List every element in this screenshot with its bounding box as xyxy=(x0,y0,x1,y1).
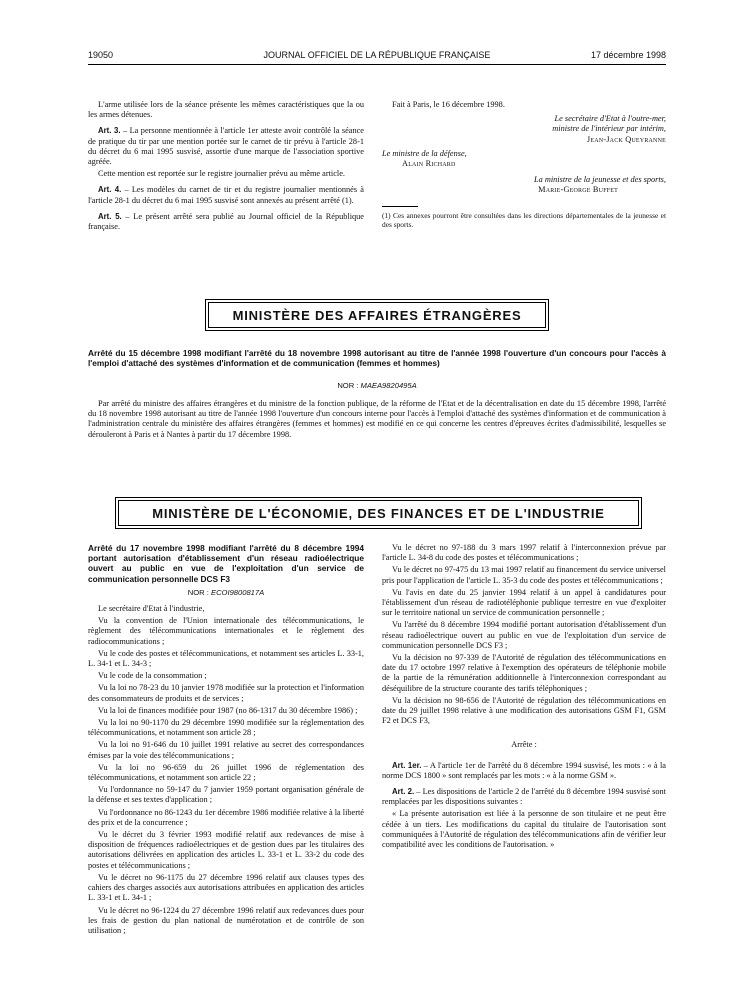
header-rule xyxy=(88,64,666,65)
arrete-word: Arrête : xyxy=(511,740,537,750)
visa-paragraph: Vu le décret no 97-475 du 13 mai 1997 relatif au financement du service universel pris pour l'application de l'article L. 35-3 du code des postes et télécommunications ; xyxy=(382,565,666,585)
article-label: Art. 2. xyxy=(392,787,415,797)
article-text: – La personne mentionnée à l'article 1er atteste avoir contrôlé la séance de pratique du tir par une mention portée sur le carnet de tir prévu à l'article 28-1 du décret du 6 mai 1995 susvisé, assortie d'une marque de l'association sportive agréée. xyxy=(88,126,364,167)
article-label: Art. 5. xyxy=(98,211,122,221)
paragraph: Cette mention est reportée sur le registre journalier prévu au même article. xyxy=(98,169,345,179)
signatures-column xyxy=(382,100,666,229)
ministry-title: MINISTÈRE DES AFFAIRES ÉTRANGÈRES xyxy=(208,302,546,328)
signatory-2-name: Alain Richard xyxy=(402,159,456,169)
signatory-1-subtitle: ministre de l'intérieur par intérim, xyxy=(552,124,666,134)
visa-paragraph: Vu l'avis en date du 25 janvier 1994 relatif à un appel à candidatures pour l'établissement d'un réseau de radiotéléphonie publique terrestre en vue d'exploiter sur le territoire national un service de communication personnelle ; xyxy=(382,587,666,618)
article-text: – Les modèles du carnet de tir et du registre journalier mentionnés à l'article 28-1 du décret du 6 mai 1995 susvisé sont annexés au présent arrêté (1). xyxy=(88,185,364,205)
visa-paragraph: Vu l'ordonnance no 86-1243 du 1er décembre 1986 modifiée relative à la liberté des prix et de la concurrence ; xyxy=(88,807,364,827)
page-header xyxy=(88,50,666,64)
ministry-heading-foreign-affairs xyxy=(205,299,549,331)
footnote: (1) Ces annexes pourront être consultées dans les directions départementales de la jeunesse et des sports. xyxy=(382,210,666,229)
arrete-2-nor xyxy=(88,588,364,598)
article-label: Art. 3. xyxy=(98,126,121,136)
visa-list-left xyxy=(88,604,364,936)
article-text: – Les dispositions de l'article 2 de l'arrêté du 8 décembre 1994 susvisé sont remplacées par les dispositions suivantes : xyxy=(382,787,666,807)
article-5 xyxy=(88,212,364,232)
visa-paragraph: Vu le décret no 97-188 du 3 mars 1997 relatif à l'interconnexion prévue par l'article L. 34-8 du code des postes et télécommunications ; xyxy=(382,543,666,563)
signatory-2-title: Le ministre de la défense, xyxy=(382,148,467,158)
issue-date: 17 décembre 1998 xyxy=(590,50,666,60)
nor-code: ECOI9800817A xyxy=(211,587,265,597)
article-3 xyxy=(88,126,364,167)
article-1 xyxy=(382,761,666,781)
visa-paragraph: Vu le décret no 96-1224 du 27 décembre 1996 relatif aux redevances dues pour les frais de gestion du plan national de numérotation et de contrôle de son utilisation ; xyxy=(88,905,364,935)
visa-paragraph: Vu la loi no 91-646 du 10 juillet 1991 relative au secret des correspondances émises par la voie des télécommunications ; xyxy=(88,740,364,760)
signatory-3-title: La ministre de la jeunesse et des sports, xyxy=(534,175,666,185)
article-4 xyxy=(88,185,364,205)
visa-paragraph: Vu l'arrêté du 8 décembre 1994 modifié portant autorisation d'établissement d'un réseau radioélectrique ouvert au public en vue de l'exploitation d'un service de communication personnelle DCS F3 ; xyxy=(382,620,666,650)
top-left-column xyxy=(88,100,364,234)
nor-code: MAEA9820495A xyxy=(360,381,417,390)
visa-paragraph: Vu l'ordonnance no 59-147 du 7 janvier 1959 portant organisation générale de la défense et ses textes d'application ; xyxy=(88,785,364,805)
bottom-left-column xyxy=(88,543,364,938)
ministry-title: MINISTÈRE DE L'ÉCONOMIE, DES FINANCES ET DE L'INDUSTRIE xyxy=(118,500,639,526)
arrete-1-title: Arrêté du 15 décembre 1998 modifiant l'arrêté du 18 novembre 1998 autorisant au titre de l'année 1998 l'ouverture d'un concours pour l'accès à l'emploi d'attaché des systèmes d'information et de communication (femmes et hommes) xyxy=(88,348,666,369)
visa-paragraph: Vu le décret du 3 février 1993 modifié relatif aux redevances de mise à disposition de fréquences radioélectriques et de gestion dues par les titulaires des autorisations délivrées en application des articles L. 33-1 et L. 33-2 du code des postes et télécommunications ; xyxy=(88,830,364,870)
visa-paragraph: Vu la loi no 96-659 du 26 juillet 1996 de réglementation des télécommunications, et notamment son article 22 ; xyxy=(88,762,364,783)
visa-paragraph: Vu la loi no 78-23 du 10 janvier 1978 modifiée sur la protection et l'information des consommateurs de produits et de services ; xyxy=(88,683,364,703)
visa-paragraph: Vu la décision no 97-339 de l'Autorité de régulation des télécommunications en date du 17 octobre 1997 relative à l'exemption des opérateurs de téléphonie mobile de la partie de la rémunération additionnelle à l'interconnexion correspondant au déséquilibre de la structure courante des tarifs téléphoniques ; xyxy=(382,653,666,693)
visa-list-right xyxy=(382,543,666,726)
nor-label: NOR : xyxy=(187,587,211,597)
article-2 xyxy=(382,787,666,807)
article-text: – Le présent arrêté sera publié au Journal officiel de la République française. xyxy=(88,211,364,232)
visa-paragraph: Vu la décision no 98-656 de l'Autorité de régulation des télécommunications en date du 29 juillet 1998 relative à une modification des autorisations GSM F1, GSM F2 et DCS F3, xyxy=(382,695,666,726)
ministry-heading-economy xyxy=(115,497,642,529)
visa-paragraph: Vu la loi no 90-1170 du 29 décembre 1990 modifiée sur la réglementation des télécommunications, et notamment son article 28 ; xyxy=(88,718,364,738)
visa-paragraph: Vu le décret no 96-1175 du 27 décembre 1996 relatif aux clauses types des cahiers des charges associés aux autorisations attribuées en application des articles L. 33-1 et L. 34-1 ; xyxy=(88,872,364,903)
visa-paragraph: Le secrétaire d'Etat à l'industrie, xyxy=(98,604,205,614)
signatory-1-title: Le secrétaire d'Etat à l'outre-mer, xyxy=(554,114,666,124)
visa-paragraph: Vu la convention de l'Union internationale des télécommunications, le règlement des télécommunications internationales et le règlement des radiocommunications ; xyxy=(88,616,364,646)
signatory-1-name: Jean-Jack Queyranne xyxy=(586,134,666,144)
nor-label: NOR : xyxy=(337,381,361,390)
footnote-rule xyxy=(382,206,418,207)
article-label: Art. 4. xyxy=(98,185,122,195)
article-text: – A l'article 1er de l'arrêté du 8 décembre 1994 susvisé, les mots : « à la norme DCS 1800 » sont remplacés par les mots : « à la norme GSM ». xyxy=(382,760,666,780)
arrete-1-body xyxy=(88,399,666,440)
visa-paragraph: Vu le code de la consommation ; xyxy=(98,671,207,681)
arrete-2-title: Arrêté du 17 novembre 1998 modifiant l'arrêté du 8 décembre 1994 portant autorisation d'établissement d'un réseau radioélectrique ouvert au public en vue de l'exploitation d'un service de communication personnelle DCS F3 xyxy=(88,543,364,584)
visa-paragraph: Vu la loi de finances modifiée pour 1987 (no 86-1317 du 30 décembre 1986) ; xyxy=(98,705,358,715)
paragraph: Par arrêté du ministre des affaires étrangères et du ministre de la fonction publique, de la réforme de l'Etat et de la décentralisation en date du 15 décembre 1998, l'arrêté du 18 novembre 1998 autorisant au titre de l'année 1998 l'ouverture d'un concours interne pour l'accès à l'emploi d'attaché des systèmes d'information et de communication à l'administration centrale du ministère des affaires étrangères (femmes et hommes) est modifié en ce qui concerne les centres d'épreuves écrites d'admissibilité, lesquelles se dérouleront à Paris et à Nantes à partir du 17 décembre 1998. xyxy=(88,399,666,439)
page-number: 19050 xyxy=(88,50,114,60)
article-label: Art. 1er. xyxy=(392,760,422,770)
arrete-1-nor xyxy=(88,381,666,390)
paragraph: L'arme utilisée lors de la séance présente les mêmes caractéristiques que la ou les armes détenues. xyxy=(88,100,364,120)
article-2-quote: « La présente autorisation est liée à la personne de son titulaire et ne peut être cédée à un tiers. Les modifications du capital du titulaire de l'autorisation sont communiquées à l'Autorité de régulation des télécommunications afin de vérifier leur compatibilité avec les conditions de l'autorisation. » xyxy=(382,809,666,850)
visa-paragraph: Vu le code des postes et télécommunications, et notamment ses articles L. 33-1, L. 34-1 et L. 34-3 ; xyxy=(88,648,364,669)
signatory-3-name: Marie-George Buffet xyxy=(538,185,618,195)
journal-title: JOURNAL OFFICIEL DE LA RÉPUBLIQUE FRANÇAISE xyxy=(263,50,491,60)
done-at: Fait à Paris, le 16 décembre 1998. xyxy=(392,100,505,109)
bottom-right-column xyxy=(382,543,666,852)
